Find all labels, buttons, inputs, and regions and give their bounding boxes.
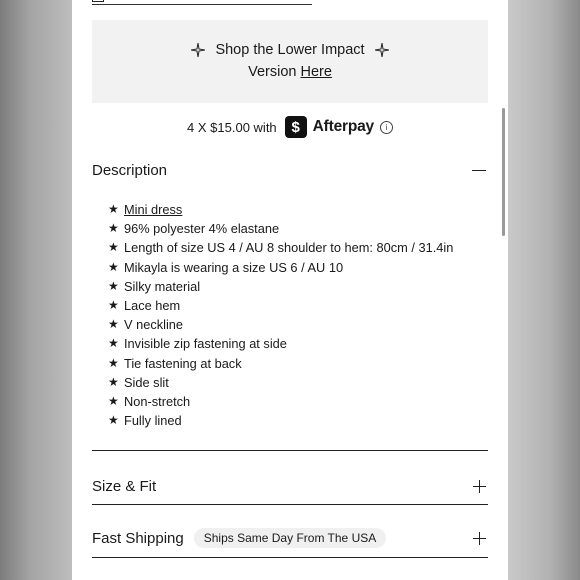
product-details-card bbox=[72, 0, 508, 580]
section-divider bbox=[92, 504, 488, 505]
list-item-text: Fully lined bbox=[124, 413, 182, 429]
description-title: Description bbox=[92, 162, 168, 179]
sparkle-icon bbox=[191, 43, 205, 57]
star-icon: ★ bbox=[108, 202, 119, 216]
list-item bbox=[108, 200, 453, 219]
scrollbar[interactable] bbox=[502, 108, 505, 236]
list-item-text: Side slit bbox=[124, 374, 169, 390]
plus-icon[interactable] bbox=[473, 532, 486, 545]
list-item bbox=[108, 315, 453, 334]
sparkle-icon bbox=[375, 43, 389, 57]
shipping-badge: Ships Same Day From The USA bbox=[194, 528, 387, 548]
minus-icon[interactable] bbox=[472, 170, 486, 172]
list-item-text: 96% polyester 4% elastane bbox=[124, 221, 280, 237]
list-item-text: Invisible zip fastening at side bbox=[124, 336, 287, 352]
list-item bbox=[108, 334, 453, 353]
size-fit-header[interactable] bbox=[92, 478, 488, 495]
list-item bbox=[108, 411, 453, 430]
list-item-text: Length of size US 4 / AU 8 shoulder to hem: 80cm / 31.4in bbox=[124, 240, 454, 256]
section-divider bbox=[92, 450, 488, 451]
list-item bbox=[108, 238, 453, 257]
plus-icon[interactable] bbox=[473, 480, 486, 493]
checkbox-icon[interactable] bbox=[92, 0, 104, 2]
size-fit-title: Size & Fit bbox=[92, 478, 157, 495]
afterpay-brand: Afterpay bbox=[312, 118, 374, 135]
list-item-text: Non-stretch bbox=[124, 393, 191, 409]
afterpay-row[interactable] bbox=[72, 113, 508, 141]
list-item bbox=[108, 277, 453, 296]
installments-text: 4 X $15.00 with bbox=[187, 119, 277, 135]
star-icon: ★ bbox=[108, 221, 119, 236]
lower-impact-banner[interactable] bbox=[92, 20, 488, 103]
list-item bbox=[108, 392, 453, 411]
section-divider bbox=[92, 557, 488, 558]
shipping-header[interactable] bbox=[92, 528, 488, 548]
promo-text-version: Version bbox=[248, 64, 297, 80]
list-item-text: V neckline bbox=[124, 317, 184, 333]
cut-off-row bbox=[92, 0, 312, 5]
shipping-title: Fast Shipping bbox=[92, 529, 184, 547]
star-icon: ★ bbox=[108, 393, 119, 408]
list-item bbox=[108, 354, 453, 373]
list-item bbox=[108, 219, 453, 238]
list-item bbox=[108, 373, 453, 392]
star-icon: ★ bbox=[108, 259, 119, 274]
star-icon: ★ bbox=[108, 297, 119, 312]
list-item bbox=[108, 296, 453, 315]
star-icon: ★ bbox=[108, 278, 119, 293]
list-item bbox=[108, 258, 453, 277]
star-icon: ★ bbox=[108, 374, 119, 389]
description-list bbox=[108, 200, 453, 430]
mini-dress-link[interactable]: Mini dress bbox=[124, 202, 183, 217]
star-icon: ★ bbox=[108, 317, 119, 332]
star-icon: ★ bbox=[108, 240, 119, 255]
info-icon[interactable]: i bbox=[380, 121, 393, 134]
star-icon: ★ bbox=[108, 355, 119, 370]
list-item-text: Silky material bbox=[124, 278, 201, 294]
promo-here-link[interactable]: Here bbox=[300, 64, 332, 80]
star-icon: ★ bbox=[108, 413, 119, 428]
afterpay-logo-icon: $ bbox=[285, 116, 307, 138]
list-item-text: Tie fastening at back bbox=[124, 355, 242, 371]
description-header[interactable] bbox=[92, 162, 488, 179]
star-icon: ★ bbox=[108, 336, 119, 351]
list-item-text: Mikayla is wearing a size US 6 / AU 10 bbox=[124, 259, 344, 275]
promo-text: Shop the Lower Impact bbox=[215, 42, 365, 58]
list-item-text: Lace hem bbox=[124, 297, 181, 313]
